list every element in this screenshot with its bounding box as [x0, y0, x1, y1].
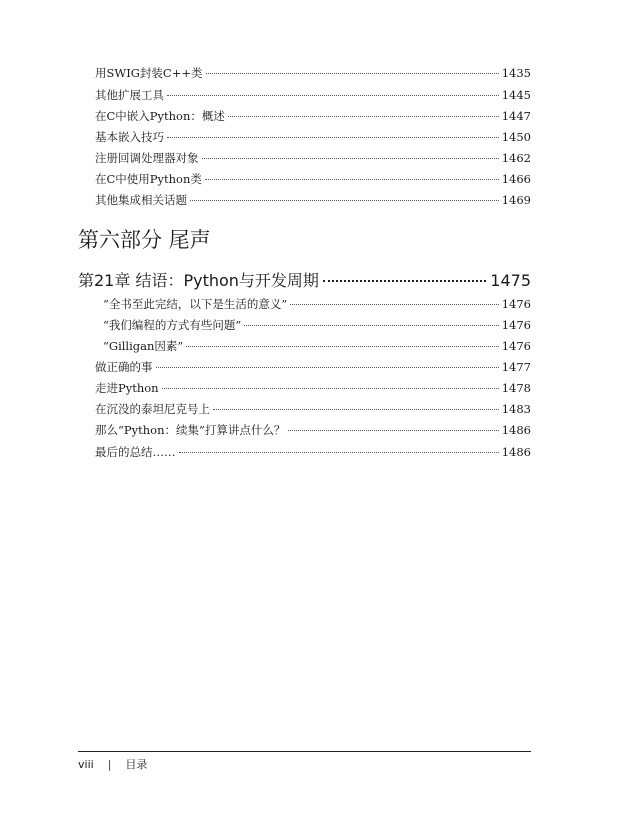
dot-leader: [323, 280, 486, 282]
dot-leader: [202, 158, 499, 159]
toc-entry-title: 那么“Python：续集”打算讲点什么？: [95, 423, 286, 437]
toc-entry[interactable]: [103, 339, 531, 353]
toc-entry-title: 在C中嵌入Python：概述: [95, 109, 225, 123]
part-title: 第六部分 尾声: [78, 228, 211, 252]
dot-leader: [190, 200, 499, 201]
dot-leader: [213, 409, 499, 410]
toc-entry-page: 1477: [501, 360, 531, 374]
dot-leader: [288, 430, 498, 431]
dot-leader: [206, 73, 499, 74]
toc-entry-page: 1447: [501, 109, 531, 123]
toc-entry-title: 注册回调处理器对象: [95, 151, 199, 165]
toc-entry[interactable]: [95, 445, 531, 459]
toc-entry-page: 1483: [501, 402, 531, 416]
toc-entry[interactable]: [103, 297, 531, 311]
chapter-heading[interactable]: [78, 270, 531, 292]
toc-entry-page: 1450: [501, 130, 531, 144]
toc-entry[interactable]: [95, 151, 531, 165]
toc-entry[interactable]: [95, 130, 531, 144]
toc-entry-title: 其他扩展工具: [95, 88, 164, 102]
toc-entry-page: 1476: [501, 297, 531, 311]
section-label: 目录: [125, 758, 148, 771]
toc-entry-page: 1486: [501, 423, 531, 437]
dot-leader: [205, 179, 499, 180]
toc-entry-title: 基本嵌入技巧: [95, 130, 164, 144]
toc-entry[interactable]: [95, 193, 531, 207]
toc-entry-title: 走进Python: [95, 381, 159, 395]
toc-entry-title: 最后的总结……: [95, 445, 176, 459]
toc-entry-title: 其他集成相关话题: [95, 193, 187, 207]
toc-entry-title: 在C中使用Python类: [95, 172, 202, 186]
toc-entry-page: 1476: [501, 339, 531, 353]
toc-entry-page: 1462: [501, 151, 531, 165]
toc-entry[interactable]: [95, 109, 531, 123]
dot-leader: [228, 116, 499, 117]
chapter-page: 1475: [490, 271, 531, 290]
toc-entry-title: 用SWIG封装C++类: [95, 66, 203, 80]
dot-leader: [179, 452, 499, 453]
toc-entry-page: 1435: [501, 66, 531, 80]
footer-rule: [78, 751, 531, 752]
toc-entry[interactable]: [95, 402, 531, 416]
toc-entry-page: 1478: [501, 381, 531, 395]
toc-entry-title: “全书至此完结，以下是生活的意义”: [103, 297, 288, 311]
toc-entry-title: 做正确的事: [95, 360, 153, 374]
toc-entry-page: 1469: [501, 193, 531, 207]
footer-separator: |: [107, 758, 112, 771]
dot-leader: [156, 367, 499, 368]
dot-leader: [162, 388, 499, 389]
toc-entry[interactable]: [95, 360, 531, 374]
toc-entry-page: 1466: [501, 172, 531, 186]
page-footer: [78, 758, 147, 772]
toc-entry[interactable]: [95, 172, 531, 186]
dot-leader: [167, 137, 499, 138]
toc-entry-page: 1486: [501, 445, 531, 459]
toc-entry[interactable]: [95, 423, 531, 437]
page-number: viii: [78, 758, 94, 771]
chapter-title: 第21章 结语：Python与开发周期: [78, 271, 319, 290]
dot-leader: [167, 95, 499, 96]
toc-entry[interactable]: [95, 381, 531, 395]
toc-entry[interactable]: [103, 318, 531, 332]
toc-entry[interactable]: [95, 66, 531, 80]
dot-leader: [244, 325, 498, 326]
dot-leader: [290, 304, 498, 305]
dot-leader: [186, 346, 498, 347]
toc-entry-title: “Gilligan因素”: [103, 339, 184, 353]
toc-entry-page: 1445: [501, 88, 531, 102]
toc-entry-title: 在沉没的泰坦尼克号上: [95, 402, 210, 416]
toc-entry-page: 1476: [501, 318, 531, 332]
toc-entry-title: “我们编程的方式有些问题”: [103, 318, 242, 332]
toc-entry[interactable]: [95, 88, 531, 102]
